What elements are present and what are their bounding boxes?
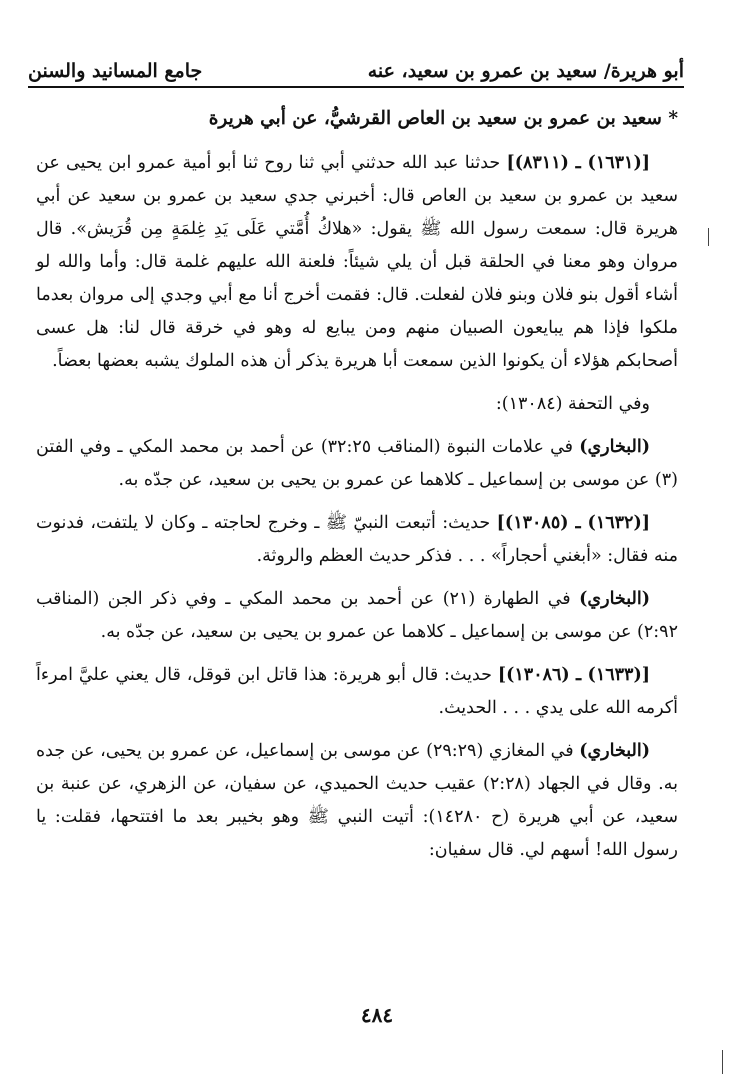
source-text: في الطهارة (٢١) عن أحمد بن محمد المكي ـ وفي ذكر الجن (المناقب ٢:٩٢) عن موسى بن إسماعيل ـ كلاهما عن عمرو بن يحيى بن سعيد، عن جدّه به. bbox=[36, 589, 678, 642]
hadith-text: حديث: أتبعت النبيّ ﷺ ـ وخرج لحاجته ـ وكان لا يلتفت، فدنوت منه فقال: «أبغني أحجاراً» . . . فذكر حديث العظم والروثة. bbox=[36, 513, 678, 566]
tuhfa-reference: وفي التحفة (١٣٠٨٤): bbox=[495, 394, 650, 414]
bukhari-reference-1 bbox=[36, 431, 678, 497]
source-label: (البخاري) bbox=[579, 741, 650, 761]
hadith-text: حدثنا عبد الله حدثني أبي ثنا روح ثنا أبو أمية عمرو ابن يحيى عن سعيد بن عمرو بن سعيد بن العاص قال: أخبرني جدي سعيد بن عمرو بن سعيد عن أبي هريرة قال: سمعت رسول الله ﷺ يقول: «هلاكُ أُمَّتي عَلَى يَدِ غِلمَةٍ مِن قُرَيش». قال مروان وهو معنا في الحلقة قبل أن يلي شيئاً: فلعنة الله عليهم غلمة قال: وأما والله لو أشاء أقول بنو فلان وبنو فلان لفعلت. قال: فقمت أخرج أنا مع أبي وجدي إلى مروان بعدما ملكوا فإذا هم يبايعون الصبيان منهم ومن يبايع له وهو في خرقة قال لنا: هل عسى أصحابكم هؤلاء أن يكونوا الذين سمعت أبا هريرة يذكر أن هذه الملوك يشبه بعضها بعضاً. bbox=[36, 153, 678, 371]
section-heading: * سعيد بن عمرو بن سعيد بن العاص القرشيُّ، عن أبي هريرة bbox=[208, 108, 678, 129]
scan-margin-mark bbox=[708, 228, 709, 246]
scan-margin-mark bbox=[722, 1050, 723, 1074]
bukhari-reference-3 bbox=[36, 735, 678, 867]
hadith-number: [(١٦٣٢) ـ (١٣٠٨٥)] bbox=[496, 513, 650, 533]
source-label: (البخاري) bbox=[579, 437, 650, 457]
source-label: (البخاري) bbox=[579, 589, 650, 609]
header-book-title: جامع المسانيد والسنن bbox=[28, 60, 203, 82]
bukhari-reference-2 bbox=[36, 583, 678, 649]
tuhfa-paragraph bbox=[36, 388, 678, 421]
page-number: ٤٨٤ bbox=[360, 1003, 394, 1027]
page-body bbox=[36, 102, 678, 877]
running-header bbox=[28, 44, 684, 88]
header-author-title: أبو هريرة/ سعيد بن عمرو بن سعيد، عنه bbox=[367, 60, 684, 82]
hadith-number: [(١٦٣٣) ـ (١٣٠٨٦)] bbox=[497, 665, 650, 685]
hadith-text: حديث: قال أبو هريرة: هذا قاتل ابن قوقل، قال يعني عليَّ امرءاً أكرمه الله على يدي . . . الحديث. bbox=[36, 665, 678, 718]
source-text: في المغازي (٢٩:٢٩) عن موسى بن إسماعيل، عن عمرو بن يحيى، عن جده به. وقال في الجهاد (٢:٢٨) عقيب حديث الحميدي، عن سفيان، عن الزهري، عن عنبة بن سعيد، عن أبي هريرة (ح ١٤٢٨٠): أتيت النبي ﷺ وهو بخيبر بعد ما افتتحها، فقلت: يا رسول الله! أسهم لي. قال سفيان: bbox=[36, 741, 678, 860]
hadith-paragraph-1632 bbox=[36, 507, 678, 573]
hadith-paragraph-1631 bbox=[36, 147, 678, 378]
hadith-number: [(١٦٣١) ـ (٨٣١١)] bbox=[506, 153, 650, 173]
source-text: في علامات النبوة (المناقب ٣٢:٢٥) عن أحمد بن محمد المكي ـ وفي الفتن (٣) عن موسى بن إسماعيل ـ كلاهما عن عمرو بن يحيى بن سعيد، عن جدّه به. bbox=[36, 437, 678, 490]
hadith-paragraph-1633 bbox=[36, 659, 678, 725]
